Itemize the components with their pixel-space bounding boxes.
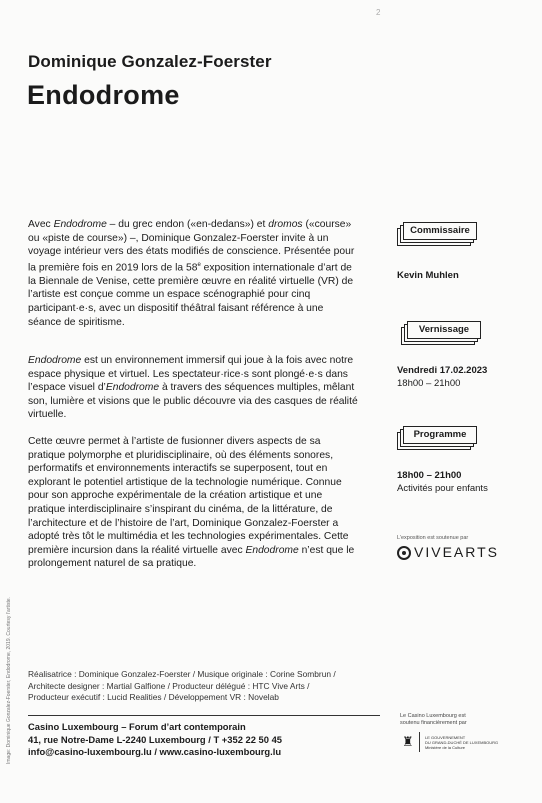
programme-label-box (397, 426, 477, 447)
government-logo (402, 732, 498, 752)
logo-divider (419, 732, 420, 752)
vernissage-label-box (401, 321, 481, 342)
paragraph-practice: Cette œuvre permet à l’artiste de fusionner divers aspects de sa pratique polymorphe et pluridisciplinaire, où des éléments sonores, performatifs et environnements interactifs se superposent, tout en explorant le potentiel artistique de la technologie numérique. Connue pour son approche expérimentale de la création artistique et une pratique interdisciplinaire s’inspirant du cinéma, de la littérature, de l’architecture et de l’histoire de l’art, Dominique Gonzalez-Foerster a adopté très tôt le multimédia et les technologies expérimentales. Cette première incursion dans la réalité virtuelle avec Endodrome n’est que le prolongement naturel de sa pratique. (28, 436, 355, 570)
vernissage-date: Vendredi 17.02.2023 (397, 365, 488, 376)
paragraph-immersive: Endodrome est un environnement immersif qui joue à la fois avec notre espace physique et virtuel. Les spectateur·rice·s sont plongé·e·s dans l’espace visuel d’Endodrome à travers des séquences multiples, mêlant son, lumière et visions que le public découvre via des casques de réalité virtuelle. (28, 355, 358, 421)
support-text: L’exposition est soutenue par (397, 535, 469, 541)
footer-contact (28, 721, 282, 759)
funding-note: Le Casino Luxembourg est soutenu financièrement par (400, 713, 467, 726)
credits-line: Producteur exécutif : Lucid Realities / Développement VR : Novelab (28, 692, 279, 702)
programme-time: 18h00 – 21h00 (397, 470, 462, 481)
sponsor-logo (397, 544, 499, 560)
corner-mark: 2 (376, 8, 381, 17)
footer-address: 41, rue Notre-Dame L-2240 Luxembourg / T +352 22 50 45 (28, 733, 283, 745)
exhibition-title: Endodrome (27, 80, 180, 110)
vernissage-label: Vernissage (407, 321, 481, 339)
credits-line: Architecte designer : Martial Galfione / Producteur délégué : HTC Vive Arts / (28, 680, 310, 691)
programme-info (397, 470, 488, 495)
footer-divider (28, 715, 380, 716)
paragraph-intro: Avec Endodrome – du grec endon («en-dedans») et dromos («course» ou «piste de course») –, Dominique Gonzalez-Foerster invite à un voyage intérieur vers des états modifiés de conscience. Présentée pour la première fois en 2019 lors de la 58e exposition internationale d’art de la Biennale de Venise, cette première œuvre en réalité virtuelle (VR) de l’artiste est conçue comme un espace scénographié pour cinq participant·e·s, avec un dispositif théâtral faisant référence à une séance de spiritisme. (28, 219, 355, 328)
lion-icon: ♜ (402, 734, 414, 749)
commissaire-name: Kevin Muhlen (397, 270, 459, 281)
image-credit-vertical: Image: Dominique Gonzalez-Foerster, Endodrome, 2019. Courtesy l’artiste. (6, 596, 12, 764)
sponsor-name: VIVEARTS (414, 544, 499, 560)
government-text: LE GOUVERNEMENT DU GRAND-DUCHÉ DE LUXEMBOURG Ministère de la Culture (425, 734, 499, 750)
programme-desc: Activités pour enfants (397, 482, 488, 494)
artist-name: Dominique Gonzalez-Foerster (28, 52, 272, 71)
commissaire-label: Commissaire (403, 222, 477, 240)
vernissage-info (397, 365, 487, 390)
production-credits (28, 669, 358, 704)
footer-links[interactable]: info@casino-luxembourg.lu / www.casino-luxembourg.lu (28, 746, 282, 758)
footer-institution: Casino Luxembourg – Forum d’art contemporain (28, 721, 246, 732)
viveart-logo-icon (397, 546, 411, 560)
programme-label: Programme (403, 426, 477, 444)
credits-line: Réalisatrice : Dominique Gonzalez-Foerster / Musique originale : Corine Sombrun / (28, 669, 336, 679)
commissaire-label-box (397, 222, 477, 243)
vernissage-time: 18h00 – 21h00 (397, 377, 461, 389)
